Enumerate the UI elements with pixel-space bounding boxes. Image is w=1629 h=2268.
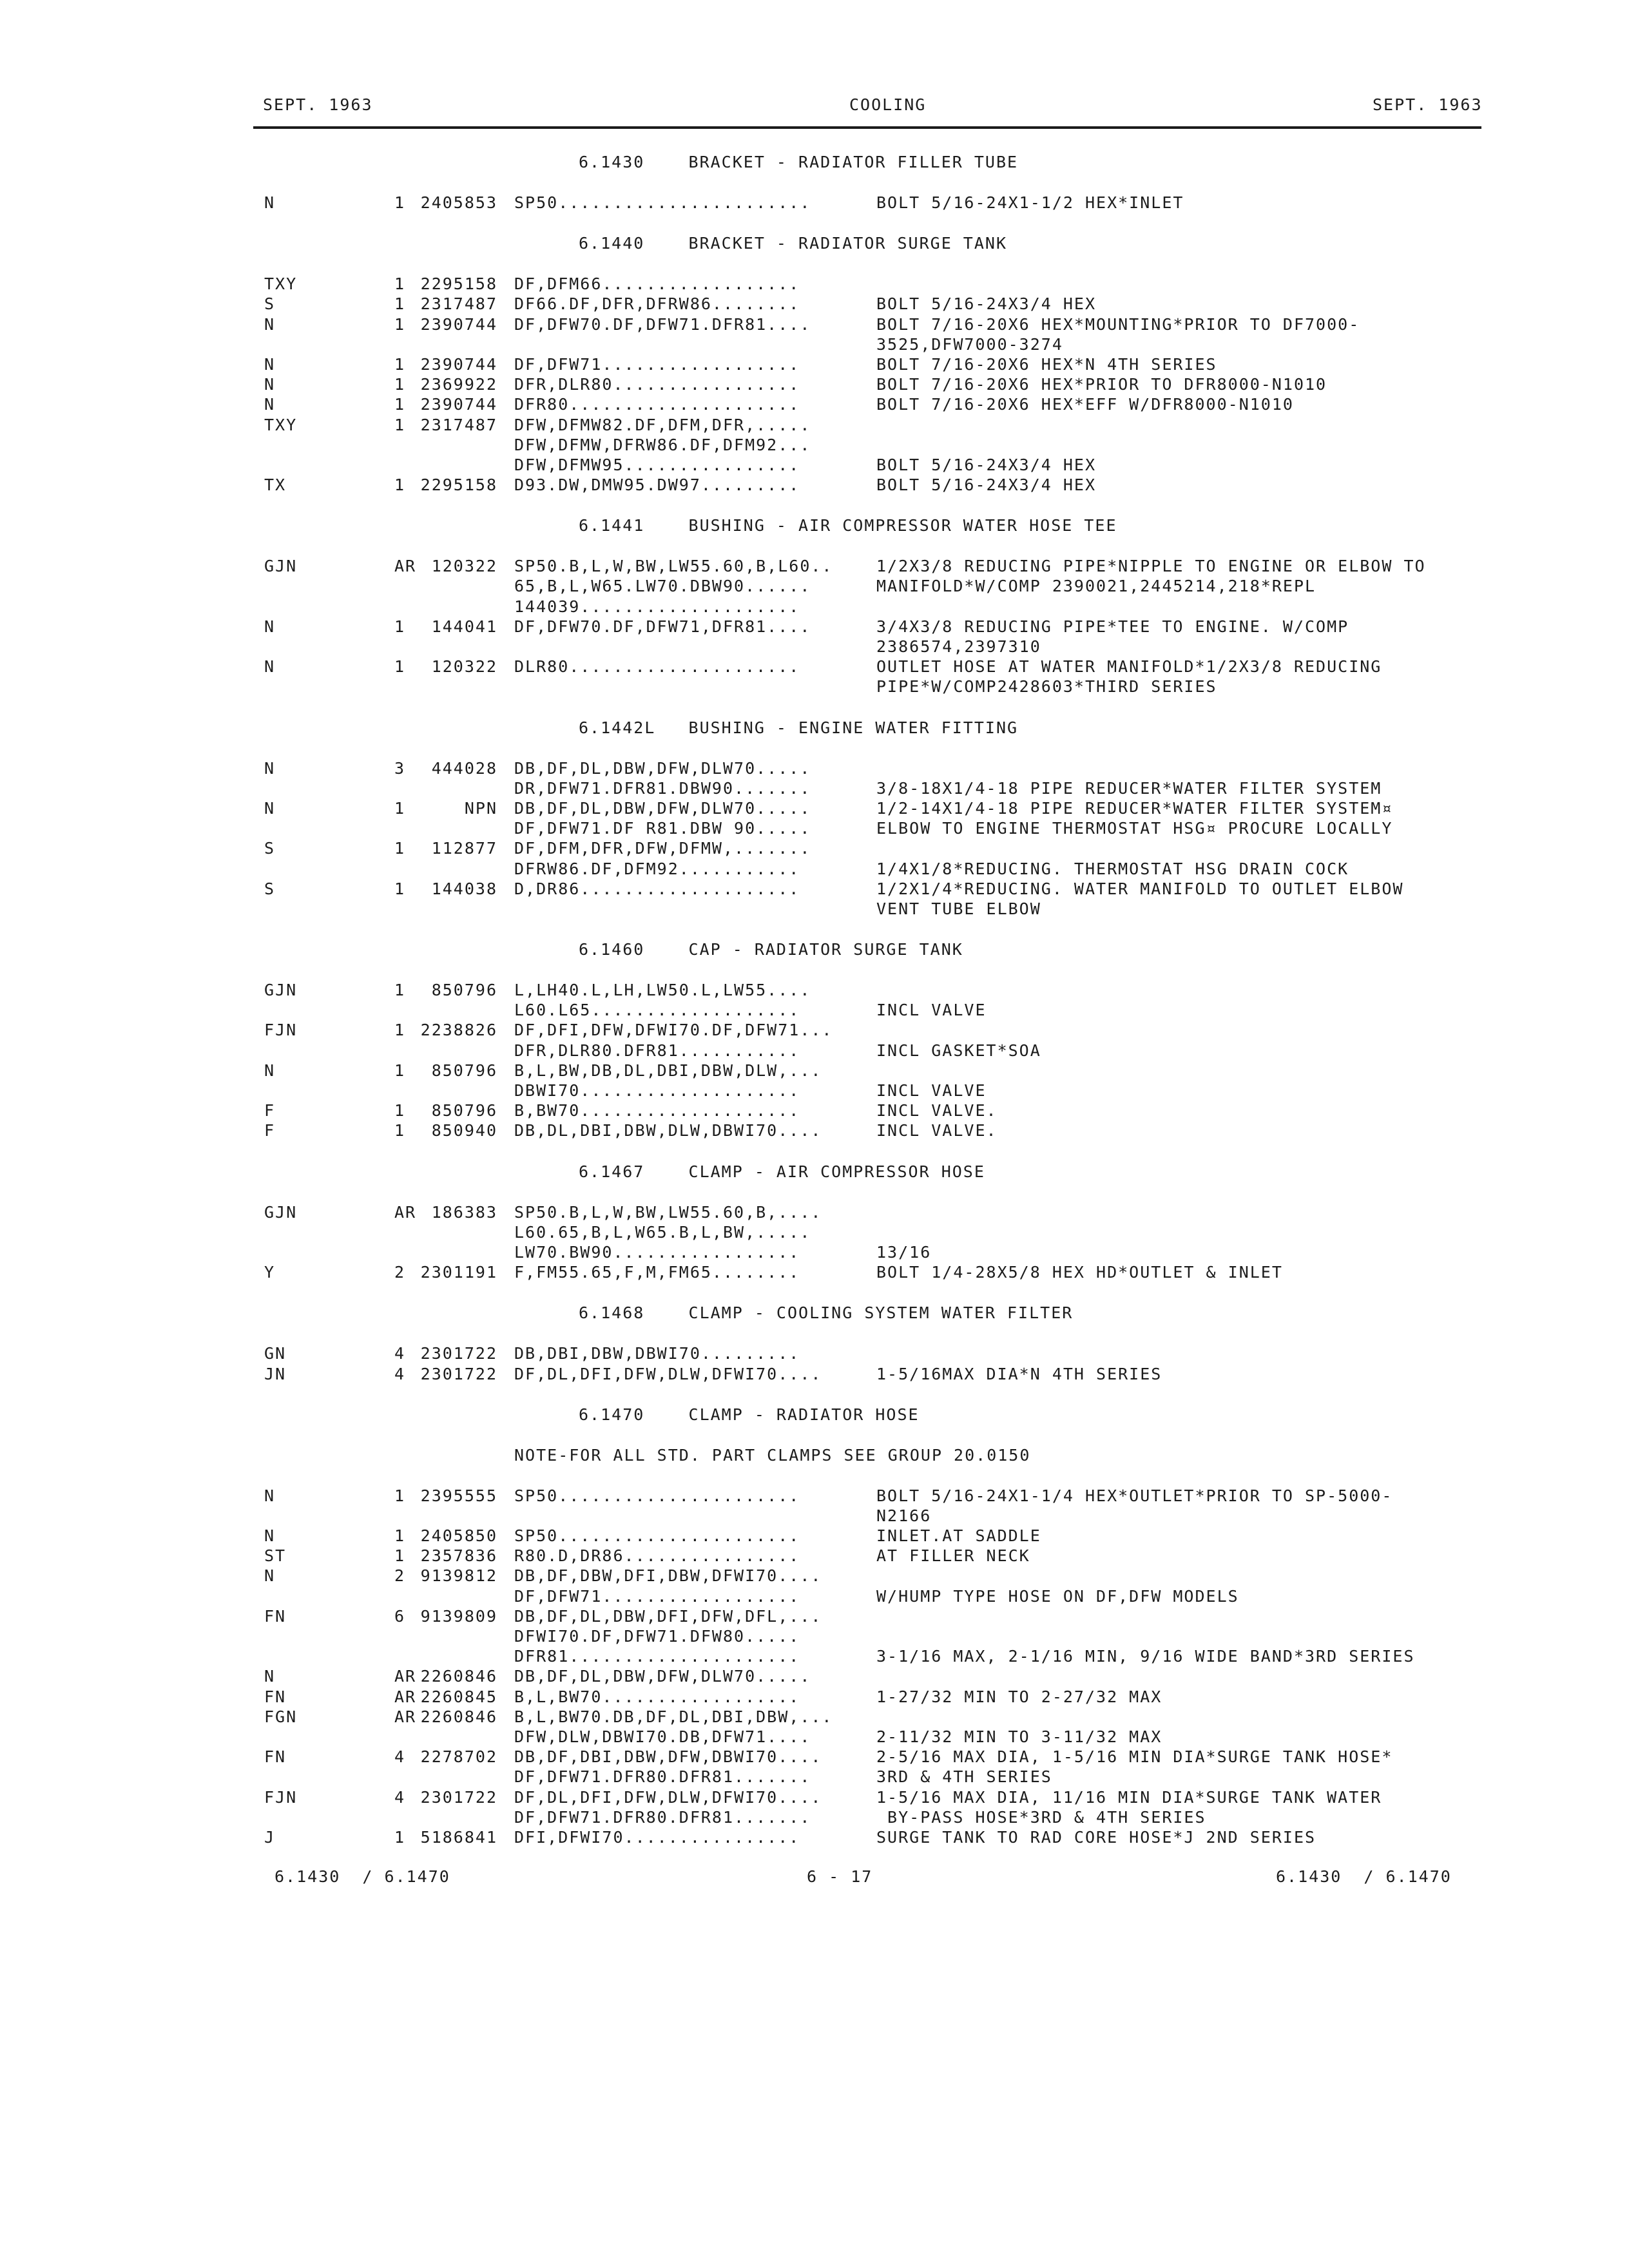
model-list: SP50...................... (514, 1486, 800, 1505)
usage-code: FJN (264, 1021, 298, 1040)
parts-row (0, 314, 1629, 334)
part-number: 444028 (431, 758, 497, 778)
model-list: DF,DFW71.DFR80.DFR81....... (514, 1767, 811, 1787)
footer-range-left: 6.1430 / 6.1470 (275, 1867, 450, 1886)
parts-row (0, 798, 1629, 818)
description: 2-11/32 MIN TO 3-11/32 MAX (876, 1727, 1162, 1746)
section-title (0, 718, 1629, 758)
model-list: 144039.................... (514, 597, 800, 616)
part-number: 850796 (431, 1101, 497, 1120)
part-number: 2390744 (420, 395, 497, 414)
parts-row (0, 274, 1629, 294)
parts-row (0, 1061, 1629, 1081)
description: MANIFOLD*W/COMP 2390021,2445214,218*REPL (876, 577, 1316, 596)
quantity: AR (394, 1202, 417, 1222)
parts-row (0, 354, 1629, 374)
quantity: 1 (394, 1101, 406, 1120)
model-list: B,BW70.................... (514, 1101, 800, 1120)
parts-row (0, 1666, 1629, 1686)
model-list: DB,DL,DBI,DBW,DLW,DBWI70.... (514, 1121, 822, 1140)
quantity: 1 (394, 314, 406, 334)
parts-row (0, 677, 1629, 697)
section-title (0, 939, 1629, 980)
model-list: DB,DF,DBI,DBW,DFW,DBWI70.... (514, 1747, 822, 1767)
usage-code: N (264, 798, 276, 818)
parts-row (0, 1827, 1629, 1847)
model-list: DF,DL,DFI,DFW,DLW,DFWI70.... (514, 1787, 822, 1807)
part-number: 2301722 (420, 1344, 497, 1363)
description: N2166 (876, 1506, 932, 1525)
parts-row (0, 475, 1629, 495)
part-number: 2369922 (420, 375, 497, 394)
usage-code: GJN (264, 1202, 298, 1222)
section-gap (0, 1282, 1629, 1303)
usage-code: S (264, 294, 276, 314)
quantity: 1 (394, 1526, 406, 1546)
description: 13/16 (876, 1242, 932, 1262)
model-list: DF,DFI,DFW,DFWI70.DF,DFW71... (514, 1021, 833, 1040)
usage-code: N (264, 758, 276, 778)
part-number: 2357836 (420, 1546, 497, 1566)
model-list: DFW,DFMW,DFRW86.DF,DFM92... (514, 435, 811, 454)
parts-row (0, 1343, 1629, 1363)
parts-row (0, 1546, 1629, 1566)
usage-code: ST (264, 1546, 287, 1566)
parts-row (0, 1747, 1629, 1767)
model-list: DF,DFW71.DF R81.DBW 90..... (514, 819, 811, 838)
parts-row (0, 576, 1629, 596)
parts-row (0, 1081, 1629, 1100)
parts-row (0, 597, 1629, 617)
description: INCL VALVE (876, 1081, 987, 1100)
model-list: DFW,DLW,DBWI70.DB,DFW71.... (514, 1727, 811, 1746)
model-list: DFI,DFWI70................ (514, 1827, 800, 1847)
model-list: DFW,DFMW95................ (514, 455, 800, 474)
parts-row (0, 1687, 1629, 1707)
quantity: 6 (394, 1606, 406, 1626)
description: BOLT 5/16-24X3/4 HEX (876, 455, 1097, 474)
description: SURGE TANK TO RAD CORE HOSE*J 2ND SERIES (876, 1827, 1316, 1847)
parts-row (0, 1242, 1629, 1262)
usage-code: N (264, 617, 276, 636)
model-list: DB,DF,DL,DBW,DFW,DLW70..... (514, 758, 811, 778)
parts-row (0, 1807, 1629, 1827)
quantity: 1 (394, 1021, 406, 1040)
parts-row (0, 1626, 1629, 1646)
parts-row (0, 1526, 1629, 1546)
model-list: DB,DF,DL,DBW,DFI,DFW,DFL,... (514, 1606, 822, 1626)
parts-row (0, 617, 1629, 637)
model-list: DFR81..................... (514, 1647, 800, 1666)
parts-row (0, 1767, 1629, 1787)
parts-row (0, 193, 1629, 213)
model-list: DF,DFM66.................. (514, 274, 800, 294)
description: 3RD & 4TH SERIES (876, 1767, 1052, 1787)
parts-row (0, 1222, 1629, 1242)
parts-row (0, 1000, 1629, 1020)
part-number: 2301722 (420, 1364, 497, 1383)
model-list: DLR80..................... (514, 657, 800, 677)
quantity: 1 (394, 798, 406, 818)
section-title-text: 6.1430 BRACKET - RADIATOR FILLER TUBE (579, 153, 1019, 171)
quantity: 2 (394, 1566, 406, 1586)
parts-row (0, 556, 1629, 576)
part-number: 144041 (431, 617, 497, 636)
part-number: 5186841 (420, 1827, 497, 1847)
parts-row (0, 1566, 1629, 1586)
parts-row (0, 415, 1629, 435)
part-number: 2278702 (420, 1747, 497, 1767)
description: INCL VALVE (876, 1001, 987, 1020)
usage-code: N (264, 1061, 276, 1080)
description: 3-1/16 MAX, 2-1/16 MIN, 9/16 WIDE BAND*3RD SERIES (876, 1647, 1415, 1666)
section-title (0, 152, 1629, 193)
usage-code: F (264, 1101, 276, 1120)
model-list: R80.D,DR86................ (514, 1546, 800, 1566)
description: BOLT 7/16-20X6 HEX*N 4TH SERIES (876, 354, 1217, 374)
parts-row (0, 859, 1629, 879)
description: BOLT 5/16-24X1-1/4 HEX*OUTLET*PRIOR TO SP-5000- (876, 1486, 1393, 1505)
parts-row (0, 758, 1629, 778)
model-list: B,L,BW,DB,DL,DBI,DBW,DLW,... (514, 1061, 822, 1080)
section-title-text: 6.1440 BRACKET - RADIATOR SURGE TANK (579, 234, 1007, 253)
quantity: 4 (394, 1787, 406, 1807)
part-number: NPN (464, 798, 497, 818)
quantity: 1 (394, 1546, 406, 1566)
part-number: 850940 (431, 1121, 497, 1140)
model-list: DFW,DFMW82.DF,DFM,DFR,..... (514, 415, 811, 434)
model-list: DF66.DF,DFR,DFRW86........ (514, 294, 800, 314)
model-list: DF,DFW70.DF,DFW71.DFR81.... (514, 314, 811, 334)
description: BY-PASS HOSE*3RD & 4TH SERIES (876, 1807, 1206, 1827)
parts-row (0, 657, 1629, 677)
model-list: L60.65,B,L,W65.B,L,BW,..... (514, 1222, 811, 1242)
model-list: DF,DFM,DFR,DFW,DFMW,....... (514, 839, 811, 858)
model-list: DF,DFW70.DF,DFW71,DFR81.... (514, 617, 811, 636)
section-gap (0, 495, 1629, 515)
part-number: 2390744 (420, 354, 497, 374)
usage-code: F (264, 1121, 276, 1140)
usage-code: TXY (264, 274, 298, 294)
part-number: 2405850 (420, 1526, 497, 1546)
part-number: 9139809 (420, 1606, 497, 1626)
section-gap (0, 1141, 1629, 1162)
description: INLET.AT SADDLE (876, 1526, 1041, 1546)
description: VENT TUBE ELBOW (876, 899, 1041, 918)
description: BOLT 7/16-20X6 HEX*EFF W/DFR8000-N1010 (876, 395, 1294, 414)
parts-row (0, 980, 1629, 1000)
quantity: 1 (394, 294, 406, 314)
description: OUTLET HOSE AT WATER MANIFOLD*1/2X3/8 REDUCING (876, 657, 1382, 677)
section-gap (0, 1847, 1629, 1868)
usage-code: FGN (264, 1707, 298, 1726)
section-title (0, 1303, 1629, 1343)
description: INCL VALVE. (876, 1121, 998, 1140)
model-list: L60.L65................... (514, 1001, 800, 1020)
description: 1-27/32 MIN TO 2-27/32 MAX (876, 1687, 1162, 1706)
usage-code: S (264, 879, 276, 898)
part-number: 2295158 (420, 274, 497, 294)
part-number: 2301722 (420, 1787, 497, 1807)
usage-code: FN (264, 1687, 287, 1706)
parts-row (0, 879, 1629, 899)
quantity: 1 (394, 193, 406, 212)
quantity: 2 (394, 1263, 406, 1282)
header-date-right: SEPT. 1963 (1373, 95, 1483, 114)
section-title-text: 6.1468 CLAMP - COOLING SYSTEM WATER FILTER (579, 1303, 1074, 1323)
section-note (0, 1445, 1629, 1486)
parts-row (0, 1262, 1629, 1282)
description: BOLT 1/4-28X5/8 HEX HD*OUTLET & INLET (876, 1263, 1283, 1282)
model-list: L,LH40.L,LH,LW50.L,LW55.... (514, 981, 811, 1000)
part-number: 2395555 (420, 1486, 497, 1505)
quantity: 3 (394, 758, 406, 778)
description: BOLT 7/16-20X6 HEX*MOUNTING*PRIOR TO DF7000- (876, 314, 1360, 334)
usage-code: N (264, 1486, 276, 1505)
quantity: 1 (394, 274, 406, 294)
description: ELBOW TO ENGINE THERMOSTAT HSG¤ PROCURE LOCALLY (876, 819, 1393, 838)
part-number: 120322 (431, 657, 497, 677)
quantity: 1 (394, 981, 406, 1000)
usage-code: TX (264, 476, 287, 495)
quantity: 1 (394, 354, 406, 374)
section-title-text: 6.1442L BUSHING - ENGINE WATER FITTING (579, 718, 1019, 737)
quantity: 1 (394, 1061, 406, 1080)
description: 1/2X3/8 REDUCING PIPE*NIPPLE TO ENGINE OR ELBOW TO (876, 557, 1426, 576)
section-title-text: 6.1441 BUSHING - AIR COMPRESSOR WATER HOSE TEE (579, 516, 1117, 535)
section-title (0, 1162, 1629, 1202)
section-title (0, 515, 1629, 556)
section-title (0, 233, 1629, 274)
description: 2-5/16 MAX DIA, 1-5/16 MIN DIA*SURGE TANK HOSE* (876, 1747, 1393, 1767)
model-list: D,DR86.................... (514, 879, 800, 898)
model-list: DFWI70.DF,DFW71.DFW80..... (514, 1627, 800, 1646)
description: 1/2X1/4*REDUCING. WATER MANIFOLD TO OUTLET ELBOW (876, 879, 1404, 898)
parts-row (0, 1364, 1629, 1384)
quantity: 1 (394, 1827, 406, 1847)
description: BOLT 5/16-24X3/4 HEX (876, 294, 1097, 314)
parts-row (0, 294, 1629, 314)
model-list: DFR80..................... (514, 395, 800, 414)
parts-row (0, 1202, 1629, 1222)
description: BOLT 7/16-20X6 HEX*PRIOR TO DFR8000-N1010 (876, 375, 1327, 394)
part-number: 144038 (431, 879, 497, 898)
usage-code: N (264, 1526, 276, 1546)
quantity: 1 (394, 617, 406, 636)
header-rule (253, 126, 1481, 129)
parts-row (0, 1041, 1629, 1061)
section-title (0, 1405, 1629, 1445)
quantity: 1 (394, 1486, 406, 1505)
parts-row (0, 435, 1629, 455)
model-list: 65,B,L,W65.LW70.DBW90...... (514, 577, 811, 596)
model-list: LW70.BW90................. (514, 1242, 800, 1262)
description: BOLT 5/16-24X1-1/2 HEX*INLET (876, 193, 1184, 212)
quantity: AR (394, 557, 417, 576)
usage-code: N (264, 657, 276, 677)
quantity: 1 (394, 1121, 406, 1140)
description: BOLT 5/16-24X3/4 HEX (876, 476, 1097, 495)
model-list: DF,DFW71.................. (514, 354, 800, 374)
usage-code: N (264, 395, 276, 414)
description: 1/2-14X1/4-18 PIPE REDUCER*WATER FILTER SYSTEM¤ (876, 798, 1393, 818)
parts-row (0, 778, 1629, 798)
parts-row (0, 394, 1629, 414)
section-gap (0, 213, 1629, 233)
quantity: AR (394, 1687, 417, 1706)
section-gap (0, 697, 1629, 718)
parts-row (0, 637, 1629, 657)
quantity: 1 (394, 839, 406, 858)
part-number: 2405853 (420, 193, 497, 212)
part-number: 2260845 (420, 1687, 497, 1706)
model-list: SP50.B,L,W,BW,LW55.60,B,L60.. (514, 557, 833, 576)
description: AT FILLER NECK (876, 1546, 1030, 1566)
part-number: 2260846 (420, 1667, 497, 1686)
model-list: DF,DFW71.DFR80.DFR81....... (514, 1807, 811, 1827)
model-list: DFR,DLR80................. (514, 375, 800, 394)
part-number: 2317487 (420, 415, 497, 434)
part-number: 2260846 (420, 1707, 497, 1726)
section-gap (0, 1384, 1629, 1405)
section-note-text: NOTE-FOR ALL STD. PART CLAMPS SEE GROUP 20.0150 (514, 1445, 1031, 1465)
description: 3/4X3/8 REDUCING PIPE*TEE TO ENGINE. W/COMP (876, 617, 1349, 636)
description: 1-5/16 MAX DIA, 11/16 MIN DIA*SURGE TANK WATER (876, 1787, 1382, 1807)
quantity: 1 (394, 375, 406, 394)
model-list: SP50.B,L,W,BW,LW55.60,B,.... (514, 1202, 822, 1222)
header-title: COOLING (849, 95, 927, 114)
footer-page-number: 6 - 17 (807, 1867, 873, 1886)
quantity: 1 (394, 879, 406, 898)
model-list: SP50....................... (514, 193, 811, 212)
parts-row (0, 1787, 1629, 1807)
description: INCL GASKET*SOA (876, 1041, 1041, 1060)
model-list: B,L,BW70.DB,DF,DL,DBI,DBW,... (514, 1707, 833, 1726)
model-list: DFRW86.DF,DFM92........... (514, 859, 800, 878)
quantity: 1 (394, 657, 406, 677)
parts-row (0, 899, 1629, 919)
part-number: 2295158 (420, 476, 497, 495)
usage-code: Y (264, 1263, 276, 1282)
quantity: 1 (394, 415, 406, 434)
description: 1-5/16MAX DIA*N 4TH SERIES (876, 1364, 1162, 1383)
part-number: 112877 (431, 839, 497, 858)
description: INCL VALVE. (876, 1101, 998, 1120)
part-number: 850796 (431, 981, 497, 1000)
parts-row (0, 1707, 1629, 1727)
quantity: 1 (394, 395, 406, 414)
parts-row (0, 1586, 1629, 1606)
usage-code: TXY (264, 415, 298, 434)
model-list: F,FM55.65,F,M,FM65........ (514, 1263, 800, 1282)
usage-code: N (264, 314, 276, 334)
model-list: DBWI70.................... (514, 1081, 800, 1100)
usage-code: JN (264, 1364, 287, 1383)
quantity: 4 (394, 1747, 406, 1767)
usage-code: FJN (264, 1787, 298, 1807)
description: 3/8-18X1/4-18 PIPE REDUCER*WATER FILTER SYSTEM (876, 778, 1382, 798)
section-gap (0, 919, 1629, 939)
description: PIPE*W/COMP2428603*THIRD SERIES (876, 677, 1217, 697)
usage-code: FN (264, 1606, 287, 1626)
parts-row (0, 818, 1629, 838)
part-number: 9139812 (420, 1566, 497, 1586)
section-title-text: 6.1467 CLAMP - AIR COMPRESSOR HOSE (579, 1162, 985, 1181)
usage-code: N (264, 1566, 276, 1586)
model-list: DB,DBI,DBW,DBWI70......... (514, 1344, 800, 1363)
part-number: 2317487 (420, 294, 497, 314)
usage-code: S (264, 839, 276, 858)
section-title-text: 6.1460 CAP - RADIATOR SURGE TANK (579, 940, 963, 959)
parts-row (0, 334, 1629, 354)
usage-code: N (264, 354, 276, 374)
parts-row (0, 1120, 1629, 1140)
usage-code: N (264, 193, 276, 212)
usage-code: GJN (264, 981, 298, 1000)
model-list: DR,DFW71.DFR81.DBW90....... (514, 778, 811, 798)
quantity: 1 (394, 476, 406, 495)
parts-row (0, 1606, 1629, 1626)
parts-row (0, 455, 1629, 475)
parts-row (0, 1506, 1629, 1526)
part-number: 2238826 (420, 1021, 497, 1040)
parts-row (0, 1020, 1629, 1040)
part-number: 120322 (431, 557, 497, 576)
footer-range-right: 6.1430 / 6.1470 (1276, 1867, 1452, 1886)
usage-code: J (264, 1827, 276, 1847)
parts-row (0, 1100, 1629, 1120)
parts-row (0, 1486, 1629, 1506)
description: W/HUMP TYPE HOSE ON DF,DFW MODELS (876, 1586, 1239, 1606)
quantity: AR (394, 1667, 417, 1686)
parts-row (0, 838, 1629, 858)
parts-row (0, 1727, 1629, 1747)
model-list: B,L,BW70.................. (514, 1687, 800, 1706)
model-list: DFR,DLR80.DFR81........... (514, 1041, 800, 1060)
model-list: DB,DF,DL,DBW,DFW,DLW70..... (514, 1667, 811, 1686)
usage-code: N (264, 375, 276, 394)
model-list: DF,DFW71.................. (514, 1586, 800, 1606)
model-list: SP50...................... (514, 1526, 800, 1546)
usage-code: FN (264, 1747, 287, 1767)
part-number: 2390744 (420, 314, 497, 334)
usage-code: GJN (264, 557, 298, 576)
part-number: 186383 (431, 1202, 497, 1222)
model-list: DF,DL,DFI,DFW,DLW,DFWI70.... (514, 1364, 822, 1383)
description: 2386574,2397310 (876, 637, 1041, 656)
description: 3525,DFW7000-3274 (876, 334, 1063, 354)
quantity: AR (394, 1707, 417, 1726)
header-date-left: SEPT. 1963 (263, 95, 373, 114)
section-title-text: 6.1470 CLAMP - RADIATOR HOSE (579, 1405, 920, 1424)
parts-row (0, 374, 1629, 394)
part-number: 850796 (431, 1061, 497, 1080)
part-number: 2301191 (420, 1263, 497, 1282)
description: 1/4X1/8*REDUCING. THERMOSTAT HSG DRAIN COCK (876, 859, 1349, 878)
usage-code: N (264, 1667, 276, 1686)
quantity: 4 (394, 1344, 406, 1363)
model-list: D93.DW,DMW95.DW97......... (514, 476, 800, 495)
model-list: DB,DF,DBW,DFI,DBW,DFWI70.... (514, 1566, 822, 1586)
parts-row (0, 1646, 1629, 1666)
quantity: 4 (394, 1364, 406, 1383)
parts-list (0, 152, 1629, 1868)
usage-code: GN (264, 1344, 287, 1363)
model-list: DB,DF,DL,DBW,DFW,DLW70..... (514, 798, 811, 818)
